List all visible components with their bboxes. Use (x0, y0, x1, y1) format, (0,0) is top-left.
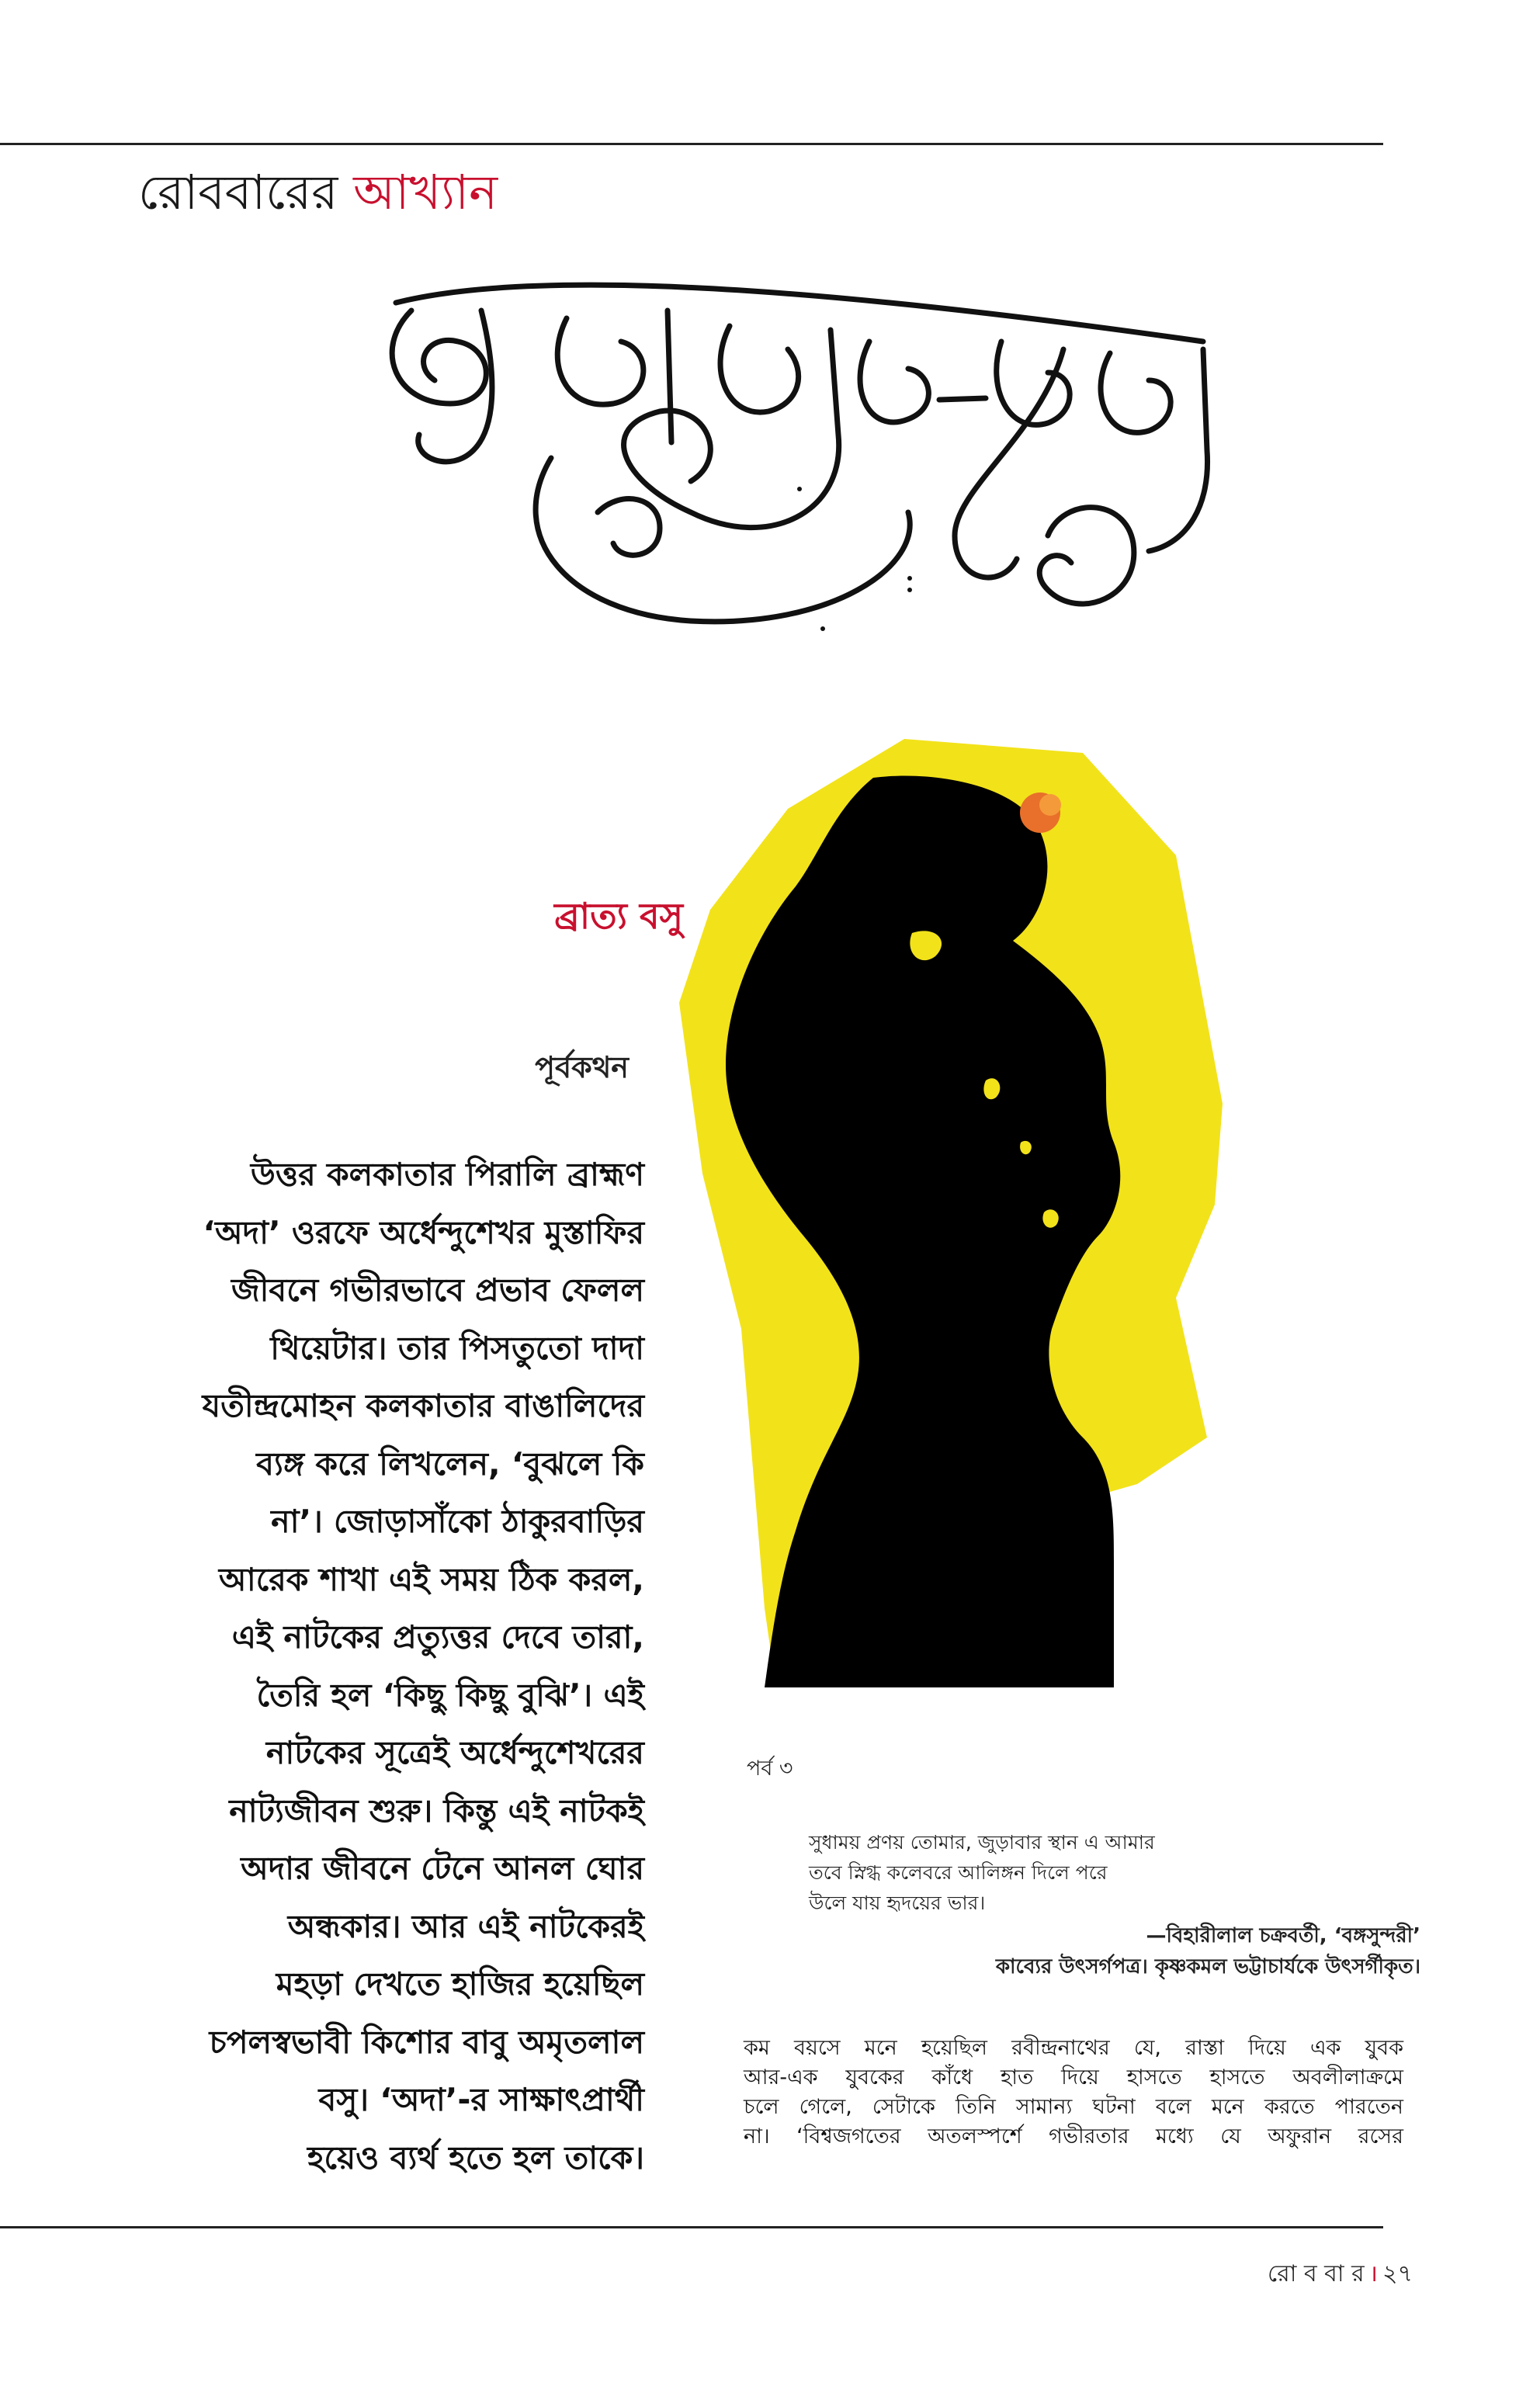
intro-line: থিয়েটার। তার পিসতুতো দাদা (270, 1329, 644, 1367)
intro-line: বসু। ‘অদা’-র সাক্ষাৎপ্রার্থী (318, 2081, 644, 2118)
intro-line: ‘অদা’ ওরফে অর্ধেন্দুশেখর মুস্তাফির (203, 1213, 644, 1251)
bottom-rule (0, 2226, 1383, 2228)
intro-line: নাট্যজীবন শুরু। কিন্তু এই নাটকই (229, 1791, 644, 1829)
intro-line: তৈরি হল ‘কিছু কিছু বুঝি’। এই (256, 1676, 644, 1714)
intro-line: উত্তর কলকাতার পিরালি ব্রাহ্মণ (250, 1156, 644, 1193)
intro-line: চপলস্বভাবী কিশোর বাবু অমৃতলাল (209, 2023, 644, 2061)
folio-separator: । (1368, 2260, 1378, 2287)
attribution-line: —বিহারীলাল চক্রবর্তী, ‘বঙ্গসুন্দরী’ (1146, 1924, 1420, 1947)
series-prefix: রোববারের (138, 164, 338, 220)
intro-line: এই নাটকের প্রত্যুত্তর দেবে তারা, (231, 1618, 644, 1656)
intro-line: জীবনে গভীরভাবে প্রভাব ফেলল (231, 1271, 644, 1309)
intro-line: যতীন্দ্রমোহন কলকাতার বাঙালিদের (202, 1387, 644, 1424)
intro-line: অন্ধকার। আর এই নাটকেরই (287, 1907, 644, 1945)
epigraph-attribution (807, 1920, 1420, 1982)
epigraph-line: তবে স্নিগ্ধ কলেবরে আলিঙ্গন দিলে পরে (809, 1861, 1108, 1884)
attribution-line: কাব্যের উৎসর্গপত্র। কৃষ্ণকমল ভট্টাচার্যকে উৎসর্গীকৃত। (995, 1955, 1420, 1979)
magazine-name: রো ব বা র (1268, 2260, 1365, 2287)
intro-line: অদার জীবনে টেনে আনল ঘোর (241, 1850, 644, 1887)
series-highlight: আখ্যান (353, 164, 498, 220)
part-label: পর্ব ৩ (747, 1757, 793, 1781)
top-rule (0, 143, 1383, 145)
intro-line: মহড়া দেখতে হাজির হয়েছিল (276, 1965, 644, 2003)
intro-line: না’। জোড়াসাঁকো ঠাকুরবাড়ির (271, 1503, 644, 1540)
calligraphic-title (365, 256, 1250, 660)
body-line: চলে গেলে, সেটাকে তিনি সামান্য ঘটনা বলে মনে করতে পারতেন (744, 2095, 1403, 2119)
epigraph-poem (809, 1827, 1155, 1918)
body-paragraph (744, 2034, 1403, 2152)
intro-paragraph (109, 1146, 644, 2187)
page-footer (1180, 2255, 1413, 2294)
silhouette-portrait (679, 739, 1316, 1687)
intro-line: ব্যঙ্গ করে লিখলেন, ‘বুঝলে কি (256, 1444, 644, 1483)
page-number: ২৭ (1382, 2260, 1413, 2287)
author-name: ব্রাত্য বসু (554, 895, 683, 937)
intro-line: নাটকের সূত্রেই অর্ধেন্দুশেখরের (265, 1734, 644, 1771)
epigraph-line: উলে যায় হৃদয়ের ভার। (809, 1892, 986, 1914)
body-line: আর-এক যুবকের কাঁধে হাত দিয়ে হাসতে হাসতে অবলীলাক্রমে (744, 2065, 1403, 2090)
title-calligraphy-drawing (365, 256, 1250, 660)
series-title (138, 160, 498, 225)
intro-line: আরেক শাখা এই সময় ঠিক করল, (218, 1560, 644, 1598)
body-line: কম বয়সে মনে হয়েছিল রবীন্দ্রনাথের যে, রাস্তা দিয়ে এক যুবক (744, 2036, 1403, 2060)
silhouette-illustration (679, 739, 1316, 1687)
intro-line: হয়েও ব্যর্থ হতে হল তাকে। (307, 2138, 644, 2176)
epigraph-line: সুধাময় প্রণয় তোমার, জুড়াবার স্থান এ আমার (809, 1831, 1155, 1854)
section-heading: পূর্বকথন (535, 1050, 629, 1084)
body-line: না। ‘বিশ্বজগতের অতলস্পর্শে গভীরতার মধ্যে যে অফুরান রসের (744, 2124, 1403, 2148)
